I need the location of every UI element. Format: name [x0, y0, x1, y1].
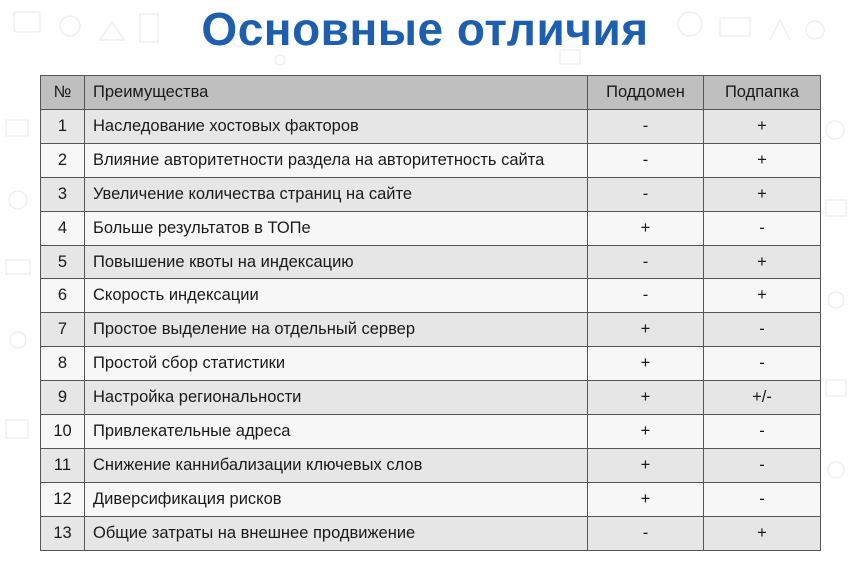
header-subdomain: Поддомен	[588, 76, 704, 110]
row-subdomain-mark: +	[588, 211, 704, 245]
row-number: 7	[41, 313, 85, 347]
header-subfolder: Подпапка	[704, 76, 821, 110]
row-advantage: Простой сбор статистики	[85, 347, 588, 381]
row-subdomain-mark: +	[588, 415, 704, 449]
header-advantage: Преимущества	[85, 76, 588, 110]
row-number: 1	[41, 110, 85, 144]
row-subdomain-mark: -	[588, 245, 704, 279]
row-number: 6	[41, 279, 85, 313]
table-row	[41, 381, 821, 415]
row-advantage: Повышение квоты на индексацию	[85, 245, 588, 279]
table-row	[41, 279, 821, 313]
row-subdomain-mark: +	[588, 482, 704, 516]
row-advantage: Простое выделение на отдельный сервер	[85, 313, 588, 347]
row-subfolder-mark: +	[704, 245, 821, 279]
row-subfolder-mark: -	[704, 482, 821, 516]
row-subdomain-mark: -	[588, 143, 704, 177]
row-subfolder-mark: +	[704, 279, 821, 313]
row-advantage: Увеличение количества страниц на сайте	[85, 177, 588, 211]
row-number: 8	[41, 347, 85, 381]
row-subfolder-mark: -	[704, 313, 821, 347]
row-subdomain-mark: -	[588, 110, 704, 144]
row-subdomain-mark: -	[588, 177, 704, 211]
header-number: №	[41, 76, 85, 110]
row-advantage: Настройка региональности	[85, 381, 588, 415]
row-advantage: Диверсификация рисков	[85, 482, 588, 516]
table-row	[41, 211, 821, 245]
row-advantage: Привлекательные адреса	[85, 415, 588, 449]
table-row	[41, 245, 821, 279]
row-advantage: Наследование хостовых факторов	[85, 110, 588, 144]
row-subdomain-mark: -	[588, 516, 704, 550]
row-advantage: Влияние авторитетности раздела на авторитетность сайта	[85, 143, 588, 177]
table-header-row	[41, 76, 821, 110]
table-row	[41, 415, 821, 449]
row-subfolder-mark: -	[704, 347, 821, 381]
row-subfolder-mark: -	[704, 211, 821, 245]
row-subfolder-mark: -	[704, 415, 821, 449]
row-subdomain-mark: +	[588, 347, 704, 381]
row-number: 10	[41, 415, 85, 449]
row-number: 4	[41, 211, 85, 245]
row-advantage: Общие затраты на внешнее продвижение	[85, 516, 588, 550]
table-row	[41, 177, 821, 211]
table-row	[41, 143, 821, 177]
row-number: 5	[41, 245, 85, 279]
table-row	[41, 110, 821, 144]
row-advantage: Скорость индексации	[85, 279, 588, 313]
row-advantage: Снижение каннибализации ключевых слов	[85, 448, 588, 482]
row-number: 13	[41, 516, 85, 550]
row-number: 9	[41, 381, 85, 415]
row-subfolder-mark: +	[704, 516, 821, 550]
table-row	[41, 448, 821, 482]
row-subfolder-mark: +	[704, 177, 821, 211]
row-subfolder-mark: +	[704, 143, 821, 177]
row-subdomain-mark: +	[588, 448, 704, 482]
row-subfolder-mark: -	[704, 448, 821, 482]
row-advantage: Больше результатов в ТОПе	[85, 211, 588, 245]
row-subfolder-mark: +/-	[704, 381, 821, 415]
row-number: 11	[41, 448, 85, 482]
row-number: 2	[41, 143, 85, 177]
row-number: 3	[41, 177, 85, 211]
row-subdomain-mark: +	[588, 313, 704, 347]
table-row	[41, 482, 821, 516]
row-subfolder-mark: +	[704, 110, 821, 144]
table-row	[41, 313, 821, 347]
comparison-table	[40, 75, 821, 551]
table-row	[41, 516, 821, 550]
row-number: 12	[41, 482, 85, 516]
page-title: Основные отличия	[201, 3, 649, 55]
table-row	[41, 347, 821, 381]
row-subdomain-mark: -	[588, 279, 704, 313]
row-subdomain-mark: +	[588, 381, 704, 415]
